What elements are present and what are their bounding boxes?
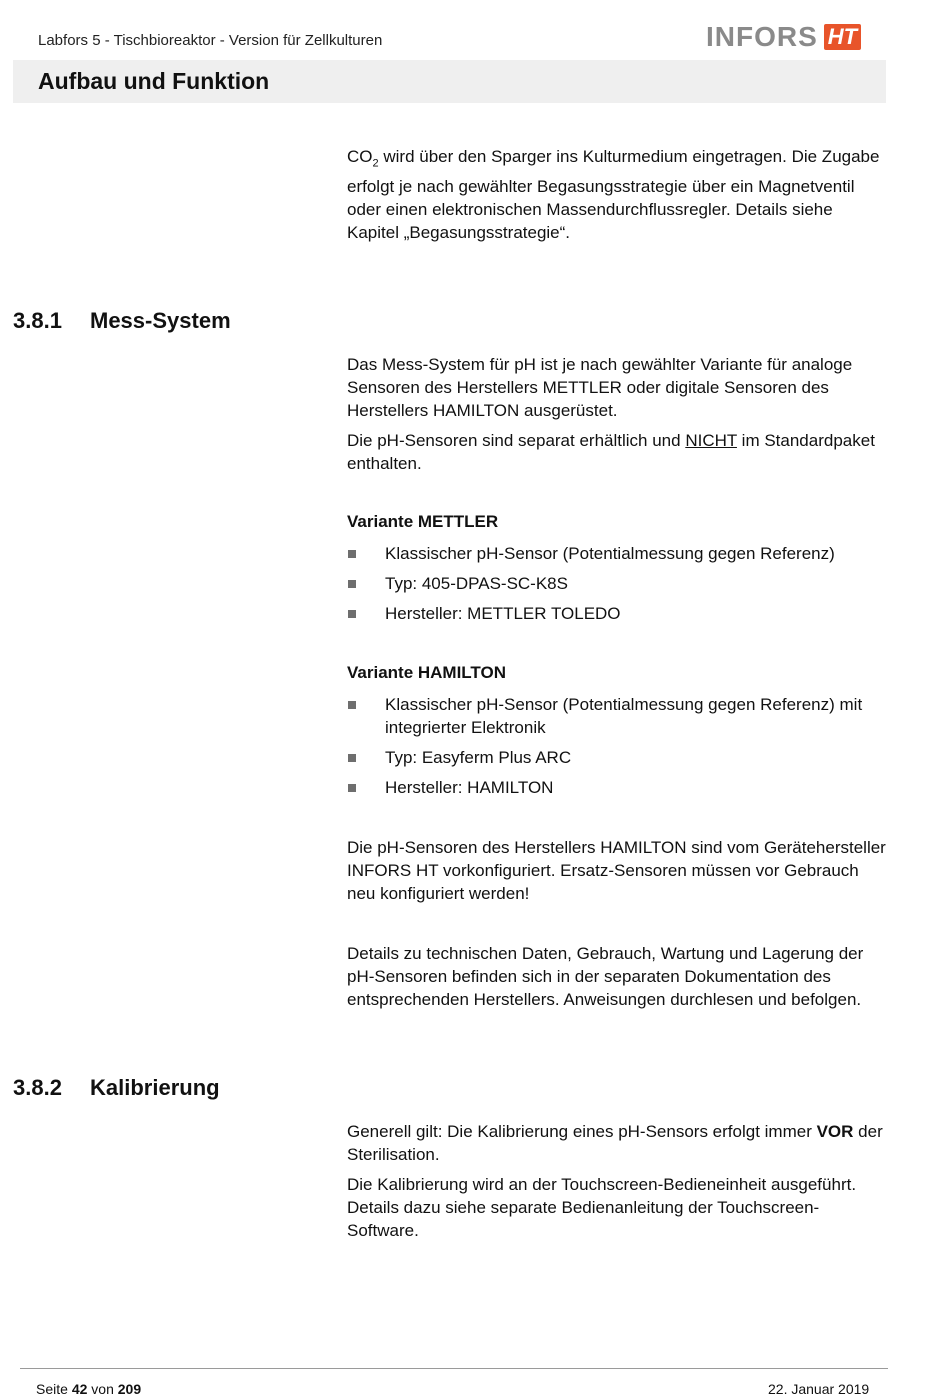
bullet-square-icon xyxy=(348,784,356,792)
hamilton-config-paragraph: Die pH-Sensoren des Herstellers HAMILTON sind vom Gerätehersteller INFORS HT vorkonfiguriert. Ersatz-Sensoren müssen vor Gebrauch neu konfiguriert werden! xyxy=(347,838,886,903)
list-item-text: Hersteller: HAMILTON xyxy=(385,778,554,797)
page-label: Seite xyxy=(36,1381,72,1397)
page-total: 209 xyxy=(117,1381,142,1397)
section-heading-kalibrierung xyxy=(13,1075,220,1101)
bullet-square-icon xyxy=(348,580,356,588)
co2-subscript: 2 xyxy=(372,157,379,170)
bullet-square-icon xyxy=(348,701,356,709)
page-current: 42 xyxy=(71,1381,88,1397)
bullet-square-icon xyxy=(348,754,356,762)
vor-bold: VOR xyxy=(816,1122,854,1141)
section-number: 3.8.1 xyxy=(13,308,62,333)
documentation-paragraph: Details zu technischen Daten, Gebrauch, Wartung und Lagerung der pH-Sensoren befinden sich in der separaten Dokumentation des entsprechenden Herstellers. Anweisungen durchlesen und befolgen. xyxy=(347,944,864,1009)
logo-wordmark: INFORS xyxy=(706,21,818,52)
infors-ht-logo xyxy=(706,20,861,54)
kalibrierung-paragraph-1 xyxy=(347,1120,887,1166)
bullet-square-icon xyxy=(348,550,356,558)
footer-date: 22. Januar 2019 xyxy=(768,1381,870,1397)
chapter-title: Aufbau und Funktion xyxy=(38,68,270,94)
kal-text-before: Generell gilt: Die Kalibrierung eines pH-Sensors erfolgt immer xyxy=(347,1122,817,1141)
section-number: 3.8.2 xyxy=(13,1075,62,1100)
list-item-text: Klassischer pH-Sensor (Potentialmessung gegen Referenz) xyxy=(385,544,835,563)
section-title: Kalibrierung xyxy=(90,1075,220,1100)
page-of: von xyxy=(87,1381,118,1397)
nicht-underlined: NICHT xyxy=(685,431,737,450)
list-item xyxy=(347,602,887,625)
logo-ht-mark: HT xyxy=(824,24,861,50)
variant-mettler-list xyxy=(347,542,887,632)
intro-paragraph xyxy=(347,145,887,244)
intro-text: wird über den Sparger ins Kulturmedium eingetragen. Die Zugabe erfolgt je nach gewählter Begasungsstrategie über ein Magnetventil oder einen elektronischen Massendurchflussregler. Details siehe Kapitel „Begasungsstrategie“. xyxy=(347,147,880,243)
chapter-header-band xyxy=(13,60,886,103)
variant-hamilton-list xyxy=(347,693,887,806)
kal-text-after: der Sterilisation. xyxy=(347,1122,883,1164)
para2-text-after: im Standardpaket enthalten. xyxy=(347,431,875,473)
list-item xyxy=(347,693,887,739)
list-item xyxy=(347,746,887,769)
list-item xyxy=(347,776,887,799)
para2-text-before: Die pH-Sensoren sind separat erhältlich und xyxy=(347,431,686,450)
bullet-square-icon xyxy=(348,610,356,618)
list-item-text: Hersteller: METTLER TOLEDO xyxy=(385,604,621,623)
list-item-text: Typ: 405-DPAS-SC-K8S xyxy=(385,574,568,593)
list-item-text: Klassischer pH-Sensor (Potentialmessung gegen Referenz) mit integrierter Elektronik xyxy=(385,695,863,737)
section-heading-mess-system xyxy=(13,308,231,334)
co2-prefix: CO xyxy=(347,147,373,166)
kalibrierung-paragraph-2: Die Kalibrierung wird an der Touchscreen-Bedieneinheit ausgeführt. Details dazu siehe separate Bedienanleitung der Touchscreen-Software. xyxy=(347,1175,857,1240)
document-title: Labfors 5 - Tischbioreaktor - Version für Zellkulturen xyxy=(38,32,383,49)
page-number xyxy=(36,1381,141,1397)
list-item-text: Typ: Easyferm Plus ARC xyxy=(385,748,572,767)
mess-system-paragraph-2 xyxy=(347,429,887,475)
variant-hamilton-heading: Variante HAMILTON xyxy=(347,663,507,682)
section-title: Mess-System xyxy=(90,308,231,333)
list-item xyxy=(347,542,887,565)
mess-system-paragraph-1: Das Mess-System für pH ist je nach gewählter Variante für analoge Sensoren des Herstellers METTLER oder digitale Sensoren des Herstellers HAMILTON ausgerüstet. xyxy=(347,355,853,420)
footer-divider xyxy=(20,1368,888,1369)
list-item xyxy=(347,572,887,595)
variant-mettler-heading: Variante METTLER xyxy=(347,512,499,531)
